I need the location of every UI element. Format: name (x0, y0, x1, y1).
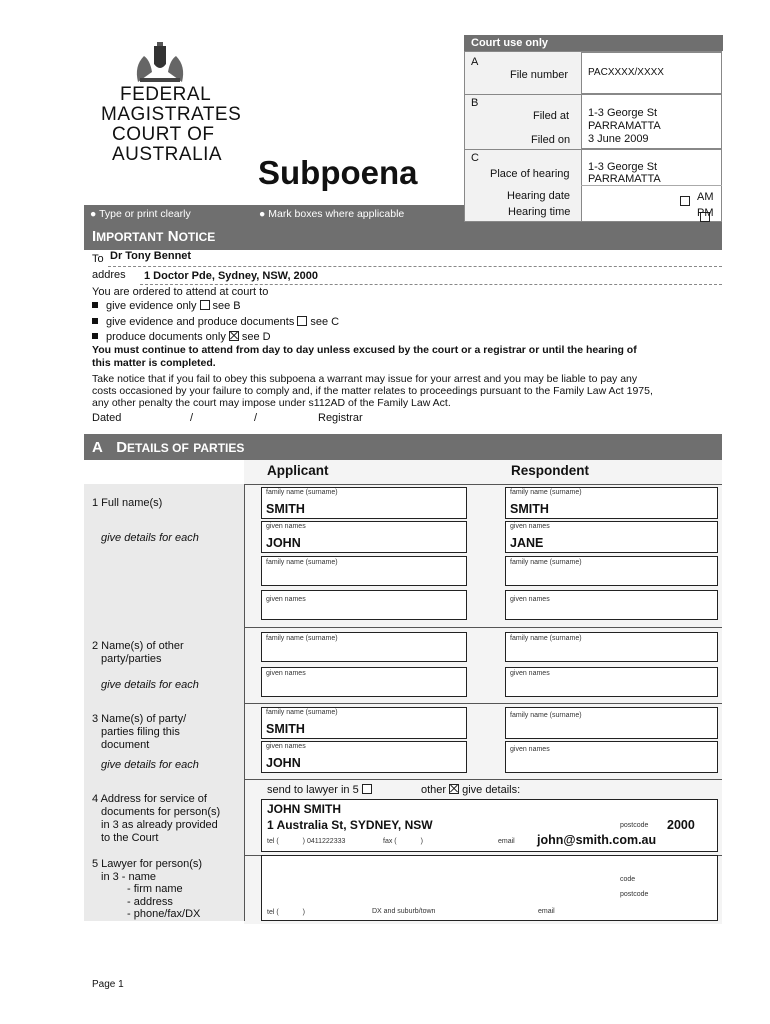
pm-label: PM (697, 207, 714, 219)
place-of-hearing-label: Place of hearing (490, 168, 570, 180)
parties-section-letter: A (92, 439, 103, 456)
field-caption: given names (266, 523, 306, 530)
address-label: addres (92, 269, 126, 281)
postcode-label: postcode (620, 822, 649, 829)
other-text: other (421, 784, 447, 796)
q3-label-line-1: 3 Name(s) of party/ (92, 713, 187, 725)
continue-notice-line-2: this matter is completed. (92, 357, 216, 369)
penalty-notice-line-3: any other penalty the court may impose under s112AD of the Family Law Act. (92, 397, 451, 409)
q2-label-line-2: party/parties (101, 653, 162, 665)
option-produce-documents (92, 331, 271, 343)
to-label: To (92, 253, 104, 265)
q1-applicant-given-names[interactable] (261, 521, 467, 553)
send-to-lawyer-text: send to lawyer in 5 (267, 784, 359, 796)
email-label: email (538, 908, 555, 915)
court-name-line-1: FEDERAL (120, 84, 212, 105)
place-of-hearing-value-2: PARRAMATTA (588, 173, 661, 185)
continue-notice-line-1: You must continue to attend from day to day unless excused by the court or a registrar or until the hearing of (92, 344, 637, 356)
notice-heading-cap1: I (92, 228, 97, 245)
option-2-see: see C (310, 316, 340, 328)
field-value: SMITH (266, 722, 305, 736)
tel-label: tel ( (267, 838, 279, 845)
q5-label-line-4: - address (127, 896, 173, 908)
q2-respondent-given-names[interactable] (505, 667, 718, 697)
q1-applicant-family-name-2[interactable] (261, 556, 467, 586)
file-number-value: PACXXXX/XXXX (588, 67, 664, 78)
section-a-label: A (471, 56, 479, 68)
field-caption: family name (surname) (266, 489, 338, 496)
field-caption: given names (510, 523, 550, 530)
date-slash-2: / (254, 412, 258, 424)
q5-label-line-3: - firm name (127, 883, 183, 895)
field-caption: family name (surname) (266, 559, 338, 566)
other-option (421, 784, 520, 796)
parties-heading-cap: D (116, 439, 128, 456)
tel-row (267, 838, 345, 845)
applicant-heading: Applicant (267, 463, 329, 478)
am-checkbox[interactable] (680, 196, 690, 206)
q3-label-line-3: document (101, 739, 150, 751)
postcode-label: postcode (620, 891, 649, 898)
field-caption: given names (510, 596, 550, 603)
give-evidence-checkbox[interactable] (200, 300, 210, 310)
address-name: JOHN SMITH (267, 802, 342, 816)
hints-bar: ● Type or print clearly ● Mark boxes where applicable (84, 205, 464, 222)
q4-label-line-3: in 3 as already provided (101, 819, 218, 831)
q3-applicant-given-names[interactable] (261, 741, 467, 773)
option-3-text: produce documents only (106, 331, 226, 343)
court-use-heading (464, 35, 723, 51)
field-caption: family name (surname) (510, 489, 582, 496)
parties-label-column (84, 484, 244, 921)
field-caption: family name (surname) (266, 635, 338, 642)
address-for-service-box[interactable] (261, 799, 718, 852)
option-give-evidence (92, 300, 241, 312)
file-number-label: File number (510, 69, 569, 81)
q1-respondent-given-names-2[interactable] (505, 590, 718, 620)
details-of-parties-heading (84, 434, 722, 460)
hint-mark: Mark boxes where applicable (268, 208, 405, 220)
filed-on-value: 3 June 2009 (588, 133, 649, 145)
court-name-line-2: MAGISTRATES (101, 104, 242, 125)
option-1-see: see B (212, 300, 241, 312)
filed-at-label: Filed at (533, 110, 570, 122)
q1-applicant-given-names-2[interactable] (261, 590, 467, 620)
send-to-lawyer-checkbox[interactable] (362, 784, 372, 794)
address-value: 1 Doctor Pde, Sydney, NSW, 2000 (144, 270, 319, 282)
q2-label-line-1: 2 Name(s) of other (92, 640, 184, 652)
court-name-line-3: COURT OF (112, 124, 215, 145)
filed-at-value-1: 1-3 George St (588, 107, 658, 119)
code-label: code (620, 876, 636, 883)
field-caption: given names (266, 743, 306, 750)
q1-applicant-family-name[interactable] (261, 487, 467, 519)
field-value: JOHN (266, 756, 301, 770)
field-value: SMITH (510, 502, 549, 516)
respondent-heading: Respondent (511, 463, 590, 478)
q3-respondent-family-name[interactable] (505, 707, 718, 739)
dated-label: Dated (92, 412, 122, 424)
penalty-notice-line-2: costs occasioned by your failure to comply and, if the matter relates to proceedings pursuant to the Family Law Act 1975, (92, 385, 653, 397)
hint-type: Type or print clearly (99, 208, 191, 220)
q3-respondent-given-names[interactable] (505, 741, 718, 773)
send-to-lawyer-option (267, 784, 375, 796)
important-notice-heading (84, 222, 722, 250)
section-b-label: B (471, 97, 479, 109)
hearing-time-label: Hearing time (508, 206, 571, 218)
postcode-value: 2000 (667, 818, 695, 832)
q1-label: 1 Full name(s) (92, 497, 163, 509)
option-2-text: give evidence and produce documents (106, 316, 295, 328)
dx-label: DX and suburb/town (372, 908, 436, 915)
notice-heading-rest1: MPORTANT (96, 230, 164, 244)
tel-label: tel ( (267, 909, 279, 916)
tel-close: ) (302, 838, 306, 845)
field-caption: family name (surname) (510, 712, 582, 719)
q3-applicant-family-name[interactable] (261, 707, 467, 739)
tel-close: ) (302, 909, 306, 916)
section-c-label: C (471, 152, 479, 164)
lawyer-tel-row (267, 909, 305, 916)
option-1-text: give evidence only (106, 300, 197, 312)
notice-heading-cap2: N (167, 228, 179, 245)
q4-label-line-1: 4 Address for service of (92, 793, 207, 805)
q2-respondent-family-name[interactable] (505, 632, 718, 662)
lawyer-details-box[interactable] (261, 855, 718, 921)
parties-heading-rest2: PARTIES (193, 441, 245, 455)
q5-label-line-2: in 3 - name (101, 871, 157, 883)
address-street: 1 Australia St, SYDNEY, NSW (267, 818, 433, 832)
field-value: JANE (510, 536, 544, 550)
q1-hint: give details for each (101, 532, 199, 544)
q1-respondent-family-name[interactable] (505, 487, 718, 519)
place-of-hearing-value-1: 1-3 George St (588, 161, 658, 173)
to-value: Dr Tony Bennet (110, 250, 192, 262)
q1-respondent-given-names[interactable] (505, 521, 718, 553)
field-caption: given names (510, 746, 550, 753)
give-evidence-produce-checkbox[interactable] (297, 316, 307, 326)
q4-label-line-2: documents for person(s) (101, 806, 221, 818)
fax-row (383, 838, 423, 845)
field-caption: family name (surname) (510, 635, 582, 642)
q2-applicant-given-names[interactable] (261, 667, 467, 697)
q4-label-line-4: to the Court (101, 832, 159, 844)
notice-heading-rest2: OTICE (178, 230, 216, 244)
date-slash-1: / (190, 412, 194, 424)
give-details-text: give details: (462, 784, 521, 796)
q3-hint: give details for each (101, 759, 199, 771)
other-checkbox[interactable] (449, 784, 459, 794)
field-value: SMITH (266, 502, 305, 516)
hearing-date-label: Hearing date (507, 190, 570, 202)
option-3-see: see D (241, 331, 271, 343)
email-value: john@smith.com.au (537, 833, 657, 847)
field-caption: family name (surname) (266, 709, 338, 716)
tel-value: 0411222333 (306, 838, 346, 845)
field-caption: given names (266, 596, 306, 603)
q1-respondent-family-name-2[interactable] (505, 556, 718, 586)
q2-applicant-family-name[interactable] (261, 632, 467, 662)
q5-label-line-1: 5 Lawyer for person(s) (92, 858, 203, 870)
fax-close: ) (420, 838, 423, 845)
filed-at-value-2: PARRAMATTA (588, 120, 661, 132)
registrar-label: Registrar (318, 412, 363, 424)
page-title: Subpoena (258, 154, 418, 191)
option-give-evidence-produce (92, 316, 339, 328)
q3-label-line-2: parties filing this (101, 726, 180, 738)
field-caption: family name (surname) (510, 559, 582, 566)
ordered-text: You are ordered to attend at court to (92, 286, 269, 298)
field-value: JOHN (266, 536, 301, 550)
field-caption: given names (266, 670, 306, 677)
fax-label: fax ( (383, 838, 397, 845)
q5-label-line-5: - phone/fax/DX (127, 908, 201, 920)
parties-heading-rest1: ETAILS OF (127, 441, 189, 455)
page-number: Page 1 (92, 979, 124, 990)
coat-of-arms-icon (130, 42, 190, 84)
court-name-line-4: AUSTRALIA (112, 144, 223, 165)
penalty-notice-line-1: Take notice that if you fail to obey this subpoena a warrant may issue for your arrest and you may be liable to pay any (92, 373, 638, 385)
produce-documents-checkbox[interactable] (229, 331, 239, 341)
am-label: AM (697, 191, 714, 203)
email-label: email (498, 838, 515, 845)
filed-on-label: Filed on (531, 134, 571, 146)
field-caption: given names (510, 670, 550, 677)
q2-hint: give details for each (101, 679, 199, 691)
court-use-heading-text: Court use only (471, 37, 549, 49)
